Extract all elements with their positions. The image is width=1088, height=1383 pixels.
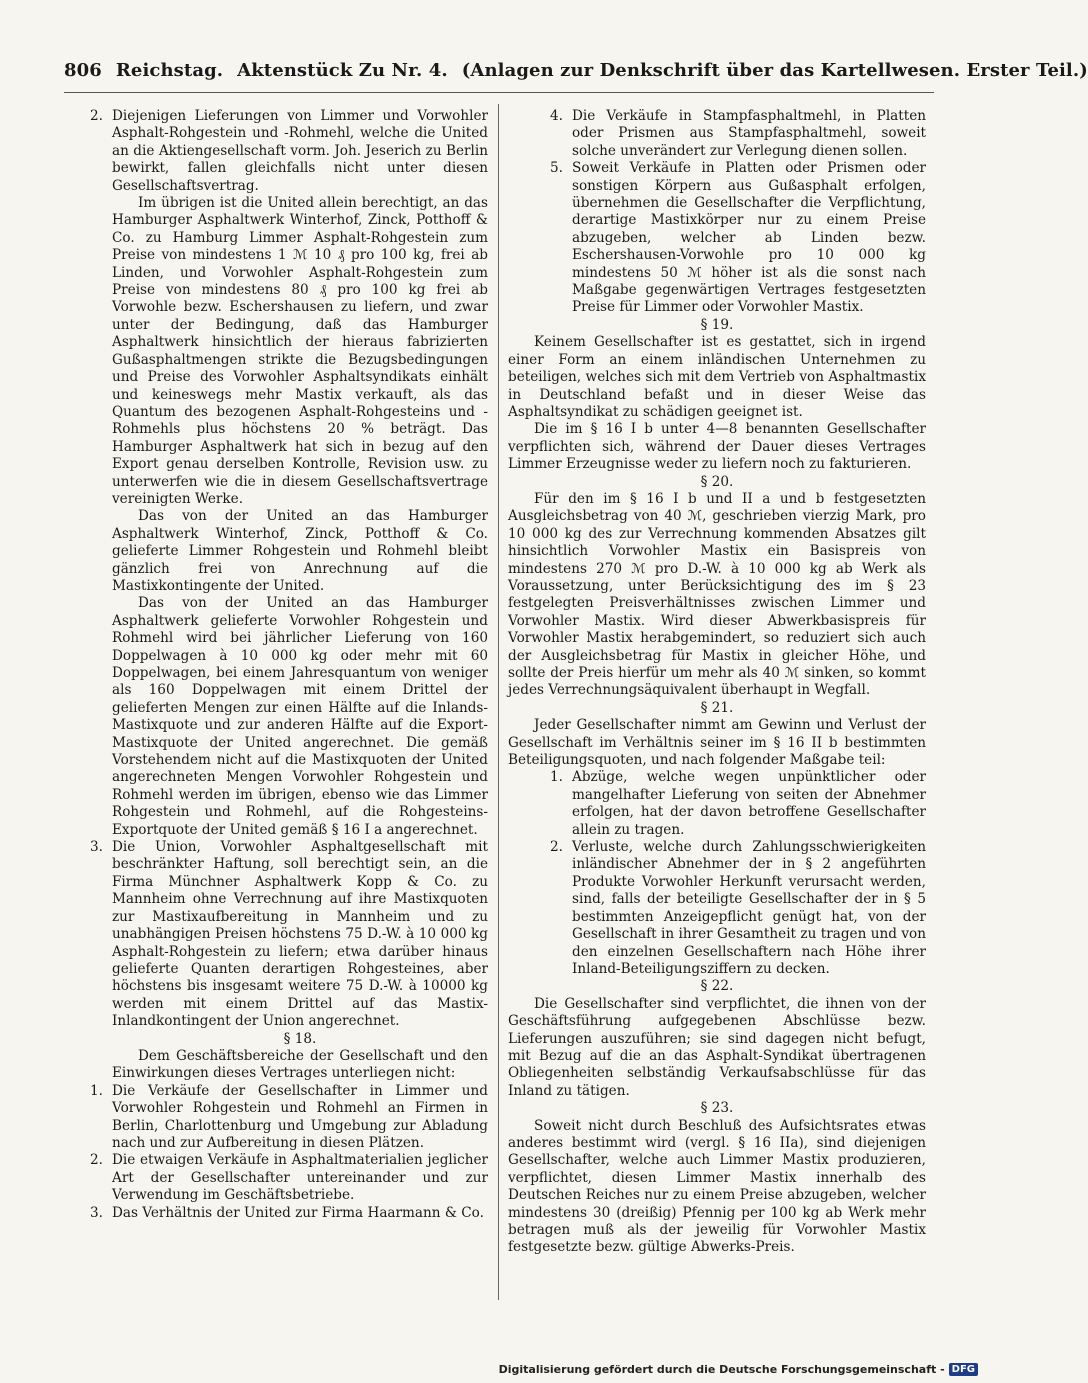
paragraph: Die im § 16 I b unter 4—8 benannten Gesellschafter verpflichten sich, während der Dauer dieses Vertrages Limmer Erzeugnisse weder zu liefern noch zu fakturieren.: [508, 421, 926, 473]
header-parenthetical: (Anlagen zur Denkschrift über das Kartellwesen. Erster Teil.): [461, 60, 1088, 81]
dfg-logo: DFG: [949, 1363, 978, 1376]
footer: [499, 1359, 978, 1379]
list-item: 2. Die etwaigen Verkäufe in Asphaltmaterialien jeglicher Art der Gesellschafter untereinander und zur Verwendung im Geschäftsbetriebe.: [90, 1152, 488, 1204]
section-heading: § 23.: [700, 1100, 734, 1117]
paragraph: Im übrigen ist die United allein berechtigt, an das Hamburger Asphaltwerk Winterhof, Zinck, Potthoff & Co. zu Hamburg Limmer Asphalt-Rohgestein zum Preise von mindestens 1 ℳ 10 ₰ pro 100 kg, frei ab Linden, und Vorwohler Asphalt-Rohgestein zum Preise von mindestens 80 ₰ pro 100 kg frei ab Vorwohle bezw. Eschershausen zu liefern, und zwar unter der Bedingung, daß das Hamburger Asphaltwerk hinsichtlich der hieraus fabrizierten Gußasphaltmengen strikte die Bezugsbedingungen und Preise des Vorwohler Asphaltsyndikats einhält und keineswegs mehr Mastix verkauft, als das Quantum des bezogenen Asphalt-Rohgesteins und -Rohmehls plus höchstens 20 % beträgt. Das Hamburger Asphaltwerk hat sich in bezug auf den Export genau derselben Kontrolle, Revision usw. zu unterwerfen wie die in diesem Gesellschaftsvertrage vereinigten Werke.: [112, 195, 488, 507]
section-heading: § 22.: [700, 978, 734, 995]
footer-text: Digitalisierung gefördert durch die Deutsche Forschungsgemeinschaft -: [498, 1362, 945, 1376]
list-item: 5. Soweit Verkäufe in Platten oder Prismen oder sonstigen Körpern aus Gußasphalt erfolgen, übernehmen die Gesellschafter die Verpflichtung, derartige Mastixkörper nur zu einem Preise abzugeben, welcher ab Linden bezw. Eschershausen-Vorwohle pro 10 000 kg mindestens 50 ℳ höher ist als die sonst nach Maßgabe gegenwärtigen Vertrages festgesetzten Preise für Limmer oder Vorwohler Mastix.: [550, 160, 926, 316]
header-rule: [64, 92, 934, 93]
paragraph: Dem Geschäftsbereiche der Gesellschaft und den Einwirkungen dieses Vertrages unterliegen nicht:: [112, 1047, 488, 1082]
paragraph: Jeder Gesellschafter nimmt am Gewinn und Verlust der Gesellschaft im Verhältnis seiner im § 16 II b bestimmten Beteiligungsquoten, und nach folgender Maßgabe teil:: [508, 717, 926, 769]
paragraph: Keinem Gesellschafter ist es gestattet, sich in irgend einer Form an einem inländischen Unternehmen zu beteiligen, welches sich mit dem Vertrieb von Asphaltmastix in Deutschland befaßt und in dieser Weise das Asphaltsyndikat zu schädigen geeignet ist.: [508, 334, 926, 420]
left-column: [90, 108, 488, 1222]
section-heading: § 20.: [700, 473, 734, 490]
paragraph: Soweit nicht durch Beschluß des Aufsichtsrates etwas anderes bestimmt wird (vergl. § 16 IIa), sind diejenigen Gesellschafter, welche auch Limmer Mastix produzieren, verpflichtet, diesen Limmer Mastix innerhalb des Deutschen Reiches nur zu einem Preise abzugeben, welcher mindestens 30 (dreißig) Pfennig per 100 kg ab Werk mehr betragen muß als der jeweilig für Vorwohler Mastix festgesetzte bezw. gültige Abwerks-Preis.: [508, 1117, 926, 1256]
list-item: 1. Abzüge, welche wegen unpünktlicher oder mangelhafter Lieferung von seiten der Abnehmer erfolgen, hat der davon betroffene Gesellschafter allein zu tragen.: [550, 769, 926, 838]
list-item: 2. Diejenigen Lieferungen von Limmer und Vorwohler Asphalt-Rohgestein und -Rohmehl, welche die United an die Aktiengesellschaft vorm. Joh. Jeserich zu Berlin bewirkt, fallen gleichfalls nicht unter diesen Gesellschaftsvertrag.: [90, 108, 488, 194]
list-item: 1. Die Verkäufe der Gesellschafter in Limmer und Vorwohler Rohgestein und Rohmehl an Firmen in Berlin, Charlottenburg und Umgebung zur Abladung nach und zur Aufbereitung in diesen Plätzen.: [90, 1082, 488, 1151]
page-header: [64, 60, 1088, 92]
paragraph: Die Gesellschafter sind verpflichtet, die ihnen von der Geschäftsführung aufgegebenen Abschlüsse bezw. Lieferungen auszuführen; sie sind dagegen nicht befugt, mit Bezug auf die an das Asphalt-Syndikat übertragenen Obliegenheiten selbständig Verkaufsabschlüsse für das Inland zu tätigen.: [508, 995, 926, 1099]
list-item: 3. Die Union, Vorwohler Asphaltgesellschaft mit beschränkter Haftung, soll berechtigt sein, an die Firma Münchner Asphaltwerk Kopp & Co. zu Mannheim ohne Verrechnung auf ihre Mastixquoten zur Mastixaufbereitung in Mannheim und zu unabhängigen Preisen höchstens 75 D.-W. à 10 000 kg Asphalt-Rohgestein zu liefern; etwa darüber hinaus gelieferte Quanten derartigen Rohgesteines, aber höchstens bis insgesamt weitere 75 D.-W. à 10000 kg werden mit einem Drittel auf das Mastix-Inlandkontingent der Union angerechnet.: [90, 839, 488, 1030]
paragraph: Das von der United an das Hamburger Asphaltwerk Winterhof, Zinck, Potthoff & Co. gelieferte Limmer Rohgestein und Rohmehl bleibt gänzlich frei von Anrechnung auf die Mastixkontingente der United.: [112, 508, 488, 594]
paragraph: Das von der United an das Hamburger Asphaltwerk gelieferte Vorwohler Rohgestein und Rohmehl wird bei jährlicher Lieferung von 160 Doppelwagen à 10 000 kg oder mehr mit 60 Doppelwagen, bei einem Jahresquantum von weniger als 160 Doppelwagen mit einem Drittel der gelieferten Mengen zur einen Hälfte auf die Inlands-Mastixquote und zur anderen Hälfte auf die Export-Mastixquote der United angerechnet. Die gemäß Vorstehendem nicht auf die Mastixquoten der United angerechneten Mengen Vorwohler Rohgestein und Rohmehl werden im übrigen, ebenso wie das Limmer Rohgestein und Rohmehl, auf die Rohgesteins-Exportquote der United gemäß § 16 I a angerechnet.: [112, 595, 488, 838]
column-divider: [498, 104, 499, 1300]
paragraph: Für den im § 16 I b und II a und b festgesetzten Ausgleichsbetrag von 40 ℳ, geschrieben vierzig Mark, pro 10 000 kg des zur Verrechnung kommenden Absatzes gilt hinsichtlich Vorwohler Mastix ein Basispreis von mindestens 270 ℳ pro D.-W. à 10 000 kg ab Werk als Voraussetzung, unter Berücksichtigung des im § 23 festgelegten Preisverhältnisses zwischen Limmer und Vorwohler Mastix. Wird dieser Abwerkbasispreis für Vorwohler Mastix herabgemindert, so reduziert sich auch der Ausgleichsbetrag für Mastix in gleicher Höhe, und sollte der Preis hierfür um mehr als 40 ℳ sinken, so kommt jedes Verrechnungsäquivalent überhaupt in Wegfall.: [508, 490, 926, 699]
right-column: [508, 108, 926, 1257]
section-heading: § 19.: [700, 316, 734, 333]
section-heading: § 18.: [283, 1030, 317, 1047]
header-title: Reichstag.: [115, 60, 224, 81]
list-item: 2. Verluste, welche durch Zahlungsschwierigkeiten inländischer Abnehmer der in § 2 angeführten Produkte Vorwohler Herkunft verursacht werden, sind, falls der beteiligte Gesellschafter der in § 5 bestimmten Anzeigepflicht genügt hat, von der Gesellschaft in ihrer Gesamtheit zu tragen und von den einzelnen Gesellschaftern nach Höhe ihrer Inland-Beteiligungsziffern zu decken.: [550, 839, 926, 977]
section-heading: § 21.: [700, 699, 734, 716]
page-number: 806: [64, 60, 102, 81]
list-item: 3. Das Verhältnis der United zur Firma Haarmann & Co.: [90, 1204, 484, 1221]
list-item: 4. Die Verkäufe in Stampfasphaltmehl, in Platten oder Prismen aus Stampfasphaltmehl, soweit solche unverändert zur Verlegung dienen sollen.: [550, 108, 926, 159]
header-subtitle: Aktenstück Zu Nr. 4.: [237, 60, 448, 81]
